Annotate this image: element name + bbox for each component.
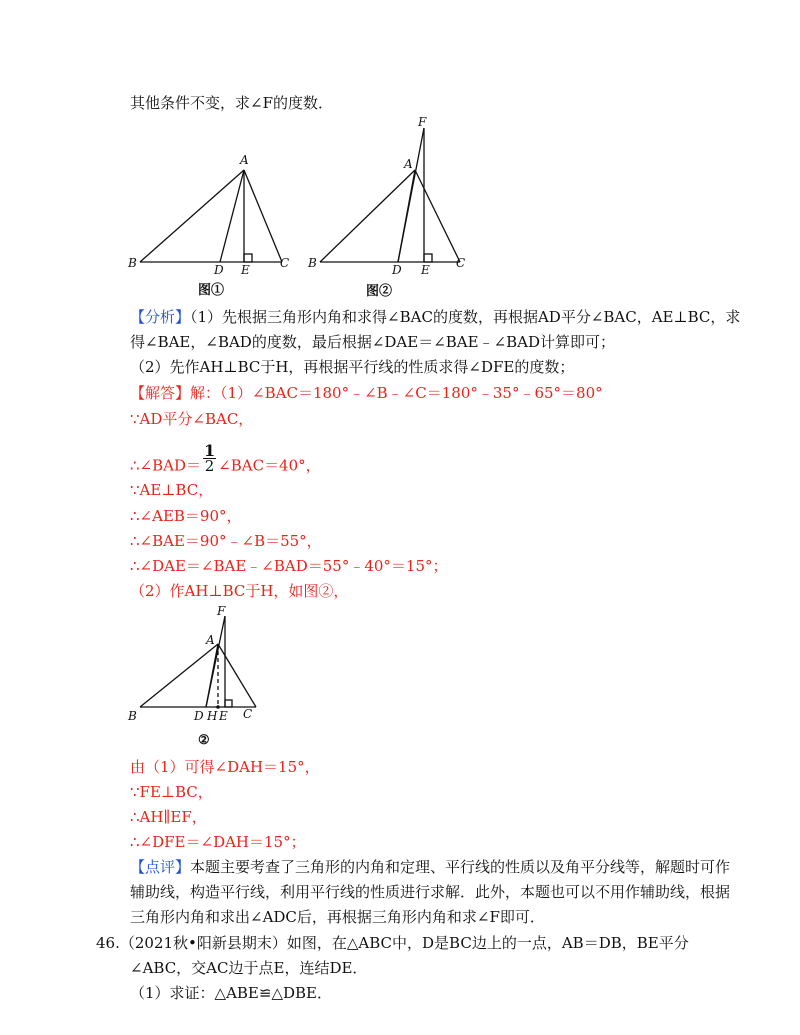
problem-46-line-3: （1）求证：△ABE≌△DBE． <box>130 984 332 1002</box>
comment-text-1: 本题主要考查了三角形的内角和定理、平行线的性质以及角平分线等，解题时可作 <box>190 858 731 876</box>
solution-line-9: 由（1）可得∠DAH＝15°， <box>130 758 320 776</box>
comment-line-2: 辅助线，构造平行线，利用平行线的性质进行求解．此外，本题也可以不用作辅助线，根据 <box>130 883 731 901</box>
fig3-label-b: B <box>128 709 137 723</box>
solution-line-3-pre: ∴∠BAD＝ <box>130 456 201 475</box>
figure-3 <box>122 604 272 753</box>
fig2-label-e: E <box>421 263 430 277</box>
solution-line-6: ∴∠BAE＝90°﹣∠B＝55°， <box>130 532 322 550</box>
solution-line-2: ∵AD平分∠BAC， <box>130 410 254 428</box>
fraction-half <box>203 441 216 475</box>
analysis-line-2: 得∠BAE，∠BAD的度数，最后根据∠DAE＝∠BAE﹣∠BAD计算即可； <box>130 333 616 351</box>
solution-line-7: ∴∠DAE＝∠BAE﹣∠BAD＝55°﹣40°＝15°； <box>130 557 448 575</box>
solution-text-1: 解：（1）∠BAC＝180°﹣∠B﹣∠C＝180°﹣35°﹣65°＝80° <box>190 384 603 402</box>
fig2-label-b: B <box>308 256 317 270</box>
solution-line-10: ∵FE⊥BC， <box>130 783 213 801</box>
solution-line-1 <box>130 382 603 404</box>
intro-text: 其他条件不变，求∠F的度数． <box>130 94 333 112</box>
comment-line-1 <box>130 856 730 878</box>
analysis-text-1: （1）先根据三角形内角和求得∠BAC的度数，再根据AD平分∠BAC，AE⊥BC，求 <box>190 308 741 326</box>
fig2-label-c: C <box>456 256 466 270</box>
fig1-label-d: D <box>214 263 224 277</box>
fig3-label-e: E <box>219 709 228 723</box>
fig1-label-e: E <box>241 263 250 277</box>
solution-line-4: ∵AE⊥BC， <box>130 481 214 499</box>
fraction-numerator: 1 <box>204 441 216 460</box>
fig1-label-a: A <box>240 153 249 167</box>
fig2-label-d: D <box>392 263 402 277</box>
solution-line-12: ∴∠DFE＝∠DAH＝15°； <box>130 833 306 851</box>
fig3-label-f: F <box>217 604 226 618</box>
solution-line-3 <box>130 441 321 481</box>
problem-number: 46. <box>96 934 120 952</box>
figure-1 <box>120 150 300 304</box>
solution-line-5: ∴∠AEB＝90°， <box>130 507 242 525</box>
solution-line-8: （2）作AH⊥BC于H，如图②， <box>130 582 349 600</box>
fig3-label-h: H <box>207 709 218 723</box>
fig1-label-b: B <box>128 256 137 270</box>
fig1-caption: 图① <box>198 283 225 298</box>
fig3-label-a: A <box>206 633 215 647</box>
fig3-caption: ② <box>198 733 210 748</box>
solution-tag: 【解答】 <box>130 384 191 402</box>
problem-46-line-2: ∠ABC，交AC边于点E，连结DE． <box>130 959 368 977</box>
fig3-label-c: C <box>243 707 253 721</box>
comment-line-3: 三角形内角和求出∠ADC后，再根据三角形内角和求∠F即可． <box>130 908 545 926</box>
fraction-denominator: 2 <box>204 457 215 475</box>
analysis-tag: 【分析】 <box>130 308 191 326</box>
problem-46-text-1: （2021秋•阳新县期末）如图，在△ABC中，D是BC边上的一点，AB＝DB，BE平分 <box>119 934 689 952</box>
solution-line-3-post: ∠BAC＝40°， <box>218 456 321 475</box>
comment-tag: 【点评】 <box>130 858 191 876</box>
fig2-caption: 图② <box>366 284 393 299</box>
analysis-line-3: （2）先作AH⊥BC于H，再根据平行线的性质求得∠DFE的度数； <box>130 358 575 376</box>
fig2-label-a: A <box>404 157 413 171</box>
analysis-line-1 <box>130 306 740 328</box>
solution-line-11: ∴AH∥EF， <box>130 808 207 826</box>
fig2-label-f: F <box>418 115 427 129</box>
fig1-label-c: C <box>280 256 290 270</box>
fig3-label-d: D <box>194 709 204 723</box>
figure-2 <box>300 112 480 304</box>
problem-46-line-1 <box>96 932 689 954</box>
